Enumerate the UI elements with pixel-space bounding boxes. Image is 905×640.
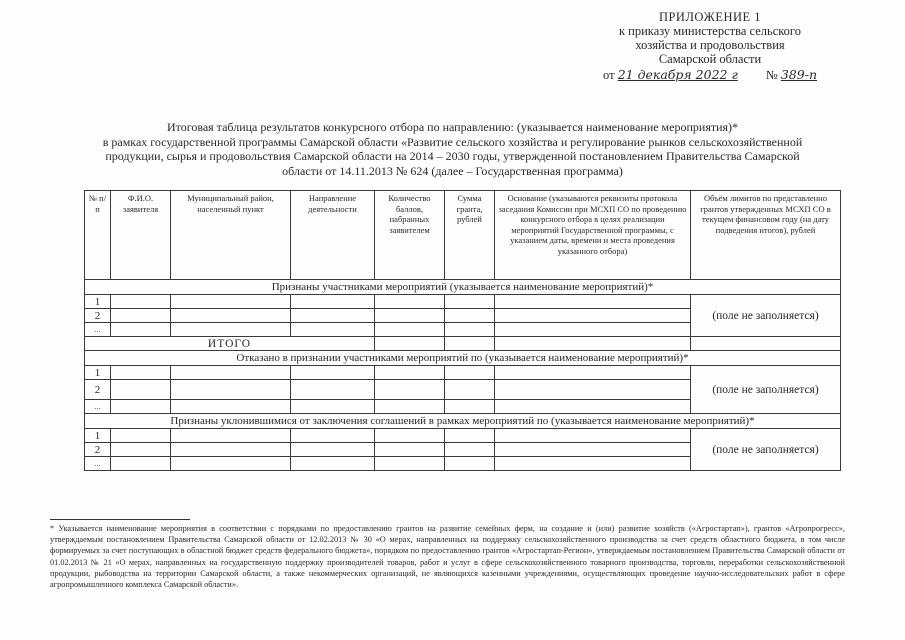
cell bbox=[111, 429, 171, 443]
cell bbox=[375, 309, 445, 323]
order-date-line bbox=[560, 68, 860, 82]
handwritten-number: 389-п bbox=[780, 67, 817, 82]
section-2-title: Отказано в признании участниками мероприятий по (указывается наименование мероприятий)* bbox=[85, 351, 841, 366]
cell bbox=[171, 400, 291, 414]
cell bbox=[291, 400, 375, 414]
cell bbox=[291, 323, 375, 337]
section-1-title: Признаны участниками мероприятий (указывается наименование мероприятий)* bbox=[85, 280, 841, 295]
cell bbox=[291, 309, 375, 323]
cell bbox=[495, 380, 691, 400]
cell bbox=[111, 309, 171, 323]
title-line-1: Итоговая таблица результатов конкурсного отбора по направлению: (указывается наименование мероприятия)* bbox=[166, 120, 739, 134]
row-number: 1 bbox=[85, 429, 111, 443]
cell bbox=[495, 337, 691, 351]
approval-line-1: к приказу министерства сельского bbox=[618, 24, 801, 38]
cell bbox=[445, 429, 495, 443]
footnote-text: * Указывается наименование мероприятия в соответствии с порядками по предоставлению грантов на развитие семейных ферм, на создание и (или) развитие хозяйств («Агростартап»), грантов «Агропрогресс», утверждаемым постановлением Правительства Самарской области от 12.02.2013 № 30 «О мерах, направленных на поддержку сельскохозяйственного производства за счет средств областного бюджета, в том числе формируемых за счет поступающих в областной бюджет средств федерального бюджета», порядком по предоставлению грантов «Агростартап-Регион», утверждаемым постановлением Правительства Самарской области от 01.02.2013 № 21 «О мерах, направленных на государственную поддержку производителей товаров, работ и услуг в сфере сельскохозяйственного товарного производства, торговли, переработки сельскохозяйственной продукции, рыбоводства на территории Самарской области, а также некоммерческих организаций, не являющихся казенными учреждениями, осуществляющих проведение научно-исследовательских работ в сфере агропромышленного комплекса Самарской области». bbox=[50, 524, 845, 590]
header-district: Муниципальный район, населенный пункт bbox=[171, 191, 291, 280]
section-3-title: Признаны уклонившимися от заключения соглашений в рамках мероприятий по (указывается наименование мероприятий)* bbox=[85, 414, 841, 429]
document-title bbox=[60, 120, 845, 178]
cell bbox=[375, 429, 445, 443]
row-more: ... bbox=[85, 400, 111, 414]
header-fio: Ф.И.О. заявителя bbox=[111, 191, 171, 280]
cell bbox=[375, 400, 445, 414]
cell bbox=[291, 443, 375, 457]
cell bbox=[171, 366, 291, 380]
row-number: 1 bbox=[85, 295, 111, 309]
cell bbox=[445, 323, 495, 337]
header-grant: Сумма гранта, рублей bbox=[445, 191, 495, 280]
cell bbox=[171, 309, 291, 323]
title-line-2: в рамках государственной программы Самарской области «Развитие сельского хозяйства и регулирование рынков сельскохозяйственной bbox=[102, 134, 803, 149]
cell bbox=[171, 429, 291, 443]
cell bbox=[495, 429, 691, 443]
itogo-row bbox=[85, 337, 841, 351]
row-number: 2 bbox=[85, 380, 111, 400]
handwritten-date: 21 декабря 2022 г bbox=[617, 67, 738, 82]
cell bbox=[445, 309, 495, 323]
cell bbox=[171, 295, 291, 309]
cell bbox=[495, 366, 691, 380]
cell bbox=[291, 366, 375, 380]
cell bbox=[495, 400, 691, 414]
approval-block bbox=[560, 10, 860, 82]
cell bbox=[445, 400, 495, 414]
row-more: ... bbox=[85, 457, 111, 471]
cell bbox=[111, 323, 171, 337]
cell bbox=[375, 443, 445, 457]
footnote-separator bbox=[50, 519, 190, 520]
cell bbox=[171, 443, 291, 457]
cell bbox=[171, 457, 291, 471]
header-num: № п/п bbox=[85, 191, 111, 280]
cell bbox=[291, 457, 375, 471]
row-number: 1 bbox=[85, 366, 111, 380]
header-score: Количество баллов, набранных заявителем bbox=[375, 191, 445, 280]
cell bbox=[375, 323, 445, 337]
not-filled-note-1: (поле не заполняется) bbox=[691, 295, 841, 337]
table-header-row bbox=[85, 191, 841, 280]
cell bbox=[691, 337, 841, 351]
cell bbox=[291, 429, 375, 443]
cell bbox=[445, 380, 495, 400]
cell bbox=[445, 295, 495, 309]
cell bbox=[495, 443, 691, 457]
header-limits: Объём лимитов по представленно грантов утвержденных МСХП СО в текущем финансовом году (на дату подведения итогов), рублей bbox=[691, 191, 841, 280]
cell bbox=[111, 457, 171, 471]
row-more: ... bbox=[85, 323, 111, 337]
cell bbox=[445, 457, 495, 471]
order-date: от 21 декабря 2022 г bbox=[603, 67, 738, 82]
table-row bbox=[85, 429, 841, 443]
order-number: № 389-п bbox=[765, 67, 817, 82]
title-line-3: продукции, сырья и продовольствия Самарской области на 2014 – 2030 годы, утвержденной постановлением Правительства Самарской bbox=[105, 149, 800, 163]
not-filled-note-2: (поле не заполняется) bbox=[691, 366, 841, 414]
approval-line-2: хозяйства и продовольствия bbox=[635, 38, 785, 52]
cell bbox=[171, 323, 291, 337]
cell bbox=[171, 380, 291, 400]
cell bbox=[445, 337, 495, 351]
cell bbox=[445, 366, 495, 380]
cell bbox=[375, 380, 445, 400]
table-row bbox=[85, 295, 841, 309]
cell bbox=[375, 337, 445, 351]
cell bbox=[111, 443, 171, 457]
results-table bbox=[84, 190, 841, 471]
row-number: 2 bbox=[85, 443, 111, 457]
cell bbox=[111, 400, 171, 414]
section-3-row bbox=[85, 414, 841, 429]
cell bbox=[495, 457, 691, 471]
cell bbox=[111, 366, 171, 380]
itogo-label: ИТОГО bbox=[85, 337, 375, 351]
cell bbox=[375, 366, 445, 380]
approval-line-3: Самарской области bbox=[658, 52, 762, 66]
header-direction: Направление деятельности bbox=[291, 191, 375, 280]
cell bbox=[495, 323, 691, 337]
row-number: 2 bbox=[85, 309, 111, 323]
appendix-heading: ПРИЛОЖЕНИЕ 1 bbox=[658, 10, 762, 24]
not-filled-note-3: (поле не заполняется) bbox=[691, 429, 841, 471]
cell bbox=[111, 380, 171, 400]
cell bbox=[495, 295, 691, 309]
cell bbox=[445, 443, 495, 457]
header-basis: Основание (указываются реквизиты протокола заседания Комиссии при МСХП СО по проведению конкурсного отбора в целях реализации мероприятий Государственной программы, с указанием даты, времени и места проведения указанного отбора) bbox=[495, 191, 691, 280]
cell bbox=[291, 380, 375, 400]
cell bbox=[291, 295, 375, 309]
cell bbox=[375, 457, 445, 471]
table-row bbox=[85, 366, 841, 380]
section-2-row bbox=[85, 351, 841, 366]
title-line-4: области от 14.11.2013 № 624 (далее – Государственная программа) bbox=[282, 163, 623, 178]
cell bbox=[375, 295, 445, 309]
cell bbox=[495, 309, 691, 323]
cell bbox=[111, 295, 171, 309]
section-1-row bbox=[85, 280, 841, 295]
